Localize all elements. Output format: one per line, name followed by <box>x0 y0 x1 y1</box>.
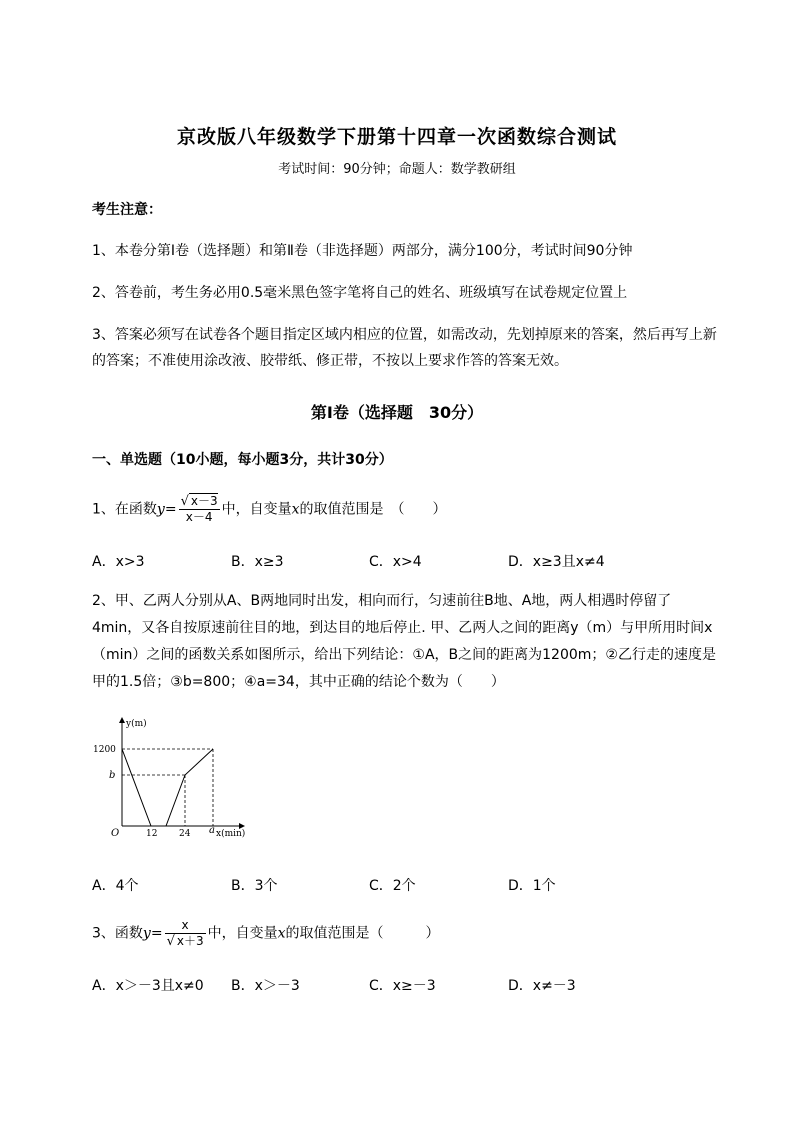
q2-line-2: 4min，又各自按原速前往目的地，到达目的地后停止. 甲、乙两人之间的距离y（m）与甲所用时间x <box>92 620 713 636</box>
radical-icon: √ <box>166 934 175 949</box>
q2-option-a[interactable]: A．4个 <box>92 878 139 894</box>
tick-b: b <box>109 770 116 781</box>
q1-option-d[interactable]: D．x≥3且x≠4 <box>508 554 605 570</box>
q1-denominator: x－4 <box>185 510 213 524</box>
q3-y-var: y <box>142 925 151 942</box>
q2-line-1: 2、甲、乙两人分别从A、B两地同时出发，相向而行，匀速前往B地、A地，两人相遇时停留了 <box>92 593 672 609</box>
q2-option-c[interactable]: C．2个 <box>369 878 416 894</box>
q1-option-b[interactable]: B．x≥3 <box>231 554 284 570</box>
x-axis-label: x(min) <box>216 829 246 839</box>
q3-suffix-b: 的取值范围是（ ） <box>285 925 440 942</box>
q2-line-4: 甲的1.5倍；③b=800；④a=34，其中正确的结论个数为（ ） <box>92 674 505 690</box>
notice-item-3: 3、答案必须写在试卷各个题目指定区域内相应的位置，如需改动，先划掉原来的答案，然后再写上新 <box>92 327 717 343</box>
q1-y-var: y <box>156 501 165 518</box>
q2-option-d[interactable]: D．1个 <box>508 878 556 894</box>
q3-option-d[interactable]: D．x≠－3 <box>508 978 576 994</box>
q1-suffix-a: 中，自变量 <box>221 501 292 518</box>
origin-label: O <box>111 828 120 839</box>
q2-distance-time-graph <box>92 712 252 842</box>
part1-title: 第Ⅰ卷（选择题 30分） <box>310 403 484 422</box>
q3-option-b[interactable]: B．x＞－3 <box>231 978 300 994</box>
tick-24: 24 <box>179 829 191 839</box>
notice-heading: 考生注意： <box>92 202 162 218</box>
q1-option-a[interactable]: A．x>3 <box>92 554 145 570</box>
q3-eq: = <box>150 925 163 942</box>
q2-line-3: （min）之间的函数关系如图所示，给出下列结论：①A，B之间的距离为1200m；②乙行走的速度是 <box>92 647 716 663</box>
question-1 <box>92 494 447 525</box>
tick-12: 12 <box>146 829 158 839</box>
q3-fraction <box>165 918 206 949</box>
y-axis-label: y(m) <box>126 719 147 729</box>
q1-fraction <box>179 494 220 525</box>
q3-numerator: x <box>165 918 206 934</box>
tick-1200: 1200 <box>93 745 116 755</box>
q3-option-a[interactable]: A．x＞－3且x≠0 <box>92 978 204 994</box>
tick-a: a <box>209 825 215 836</box>
q3-x-var: x <box>277 925 286 942</box>
q1-suffix-b: 的取值范围是 （ ） <box>299 501 447 518</box>
q1-prefix: 1、在函数 <box>92 501 157 518</box>
distance-line <box>122 749 213 826</box>
radical-icon: √ <box>180 494 189 509</box>
q1-numerator: x－3 <box>190 494 218 508</box>
notice-item-2: 2、答卷前，考生务必用0.5毫米黑色签字笔将自己的姓名、班级填写在试卷规定位置上 <box>92 285 628 301</box>
q3-denominator: x＋3 <box>176 934 204 948</box>
q3-suffix-a: 中，自变量 <box>207 925 278 942</box>
q1-x-var: x <box>291 501 300 518</box>
question-3 <box>92 918 440 949</box>
page-title: 京改版八年级数学下册第十四章一次函数综合测试 <box>176 126 617 148</box>
notice-item-3-cont: 的答案；不准使用涂改液、胶带纸、修正带，不按以上要求作答的答案无效。 <box>92 353 568 369</box>
exam-subtitle: 考试时间：90分钟；命题人：数学教研组 <box>278 162 516 177</box>
notice-item-1: 1、本卷分第I卷（选择题）和第Ⅱ卷（非选择题）两部分，满分100分，考试时间90分钟 <box>92 243 633 259</box>
q1-option-c[interactable]: C．x>4 <box>369 554 422 570</box>
q3-prefix: 3、函数 <box>92 925 143 942</box>
q2-option-b[interactable]: B．3个 <box>231 878 278 894</box>
q3-option-c[interactable]: C．x≥－3 <box>369 978 436 994</box>
q1-eq: = <box>164 501 177 518</box>
section1-title: 一、单选题（10小题，每小题3分，共计30分） <box>92 452 393 468</box>
